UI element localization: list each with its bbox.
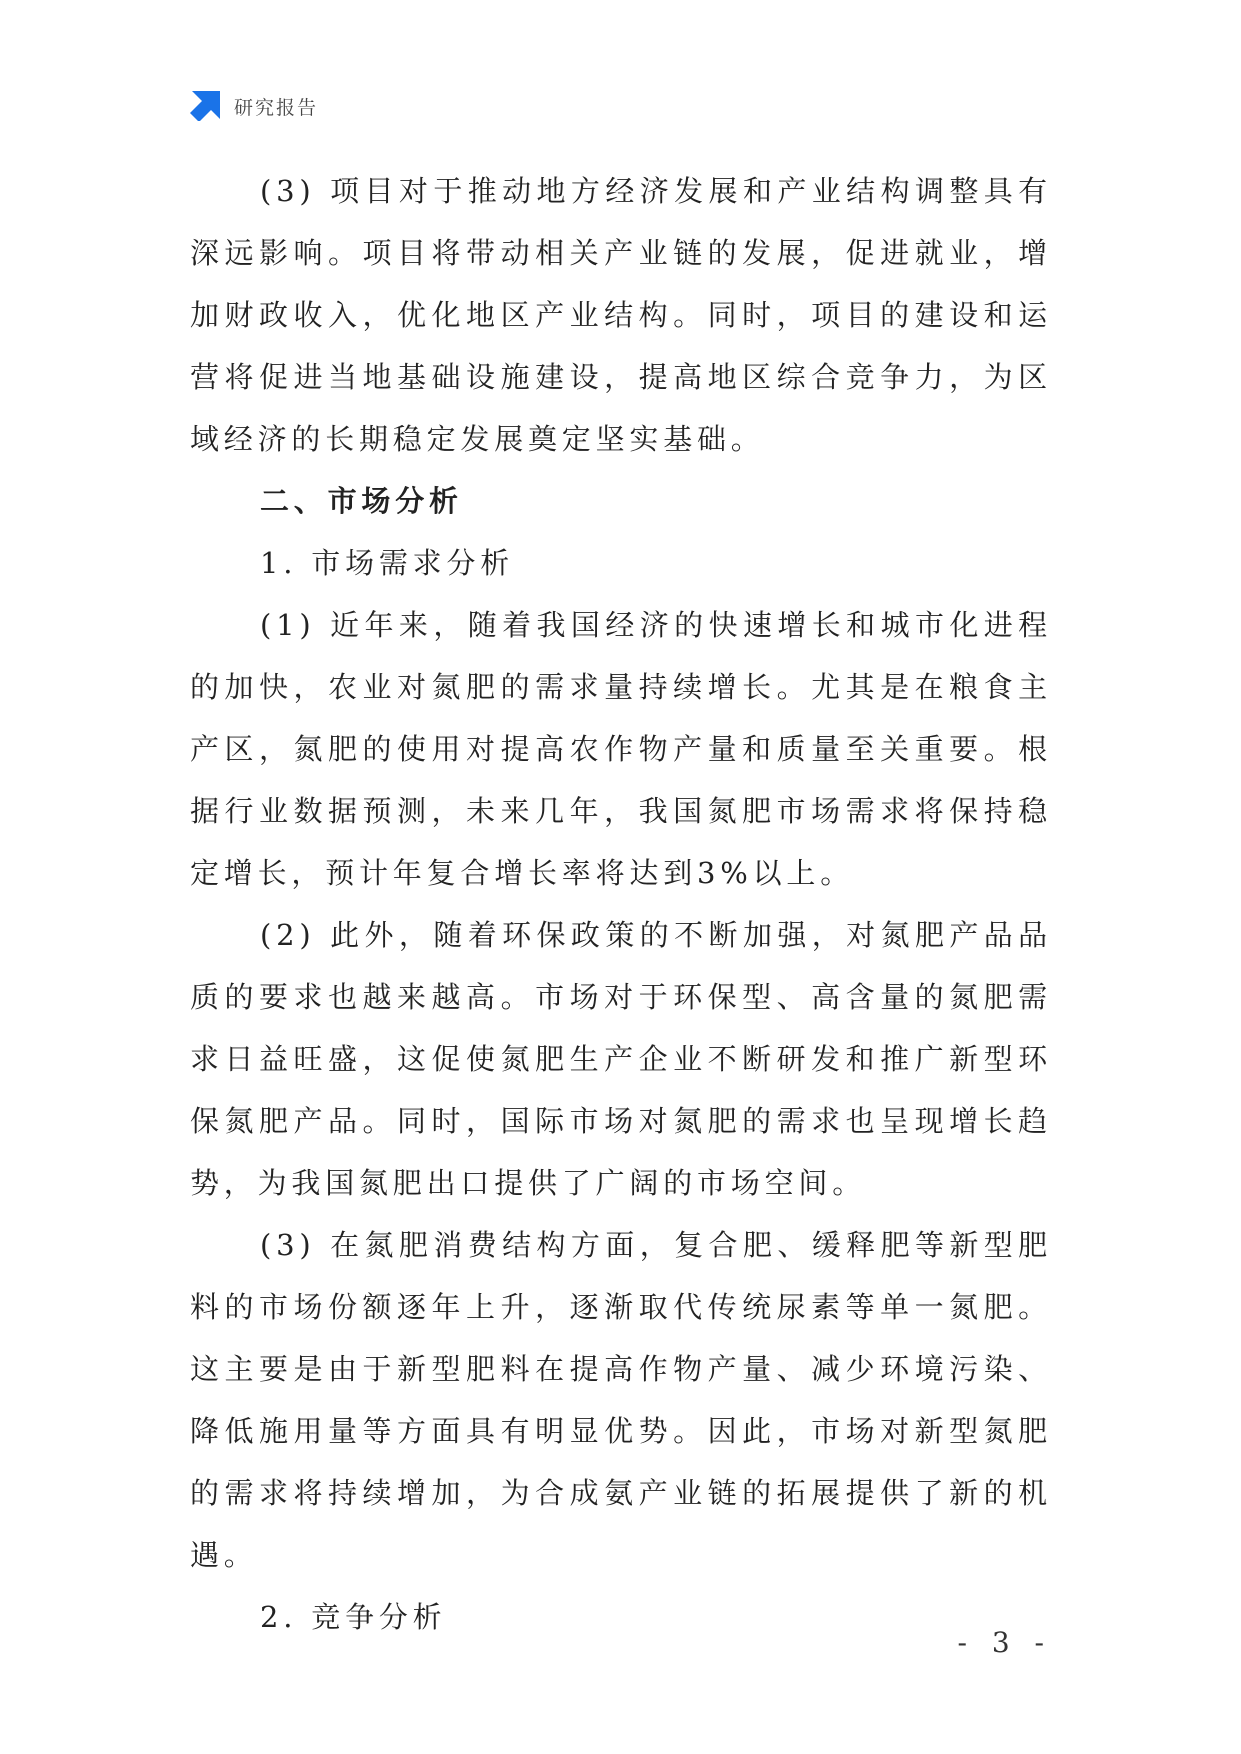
paragraph-demand-3: (3) 在氮肥消费结构方面，复合肥、缓释肥等新型肥料的市场份额逐年上升，逐渐取代传统尿素等单一氮肥。这主要是由于新型肥料在提高作物产量、减少环境污染、降低施用量等方面具有明显优势。因此，市场对新型氮肥的需求将持续增加，为合成氨产业链的拓展提供了新的机遇。 <box>190 1228 1052 1572</box>
paragraph-demand-2: (2) 此外，随着环保政策的不断加强，对氮肥产品品质的要求也越来越高。市场对于环保型、高含量的氮肥需求日益旺盛，这促使氮肥生产企业不断研发和推广新型环保氮肥产品。同时，国际市场对氮肥的需求也呈现增长趋势，为我国氮肥出口提供了广阔的市场空间。 <box>190 918 1052 1200</box>
paragraph-project-impact: (3) 项目对于推动地方经济发展和产业结构调整具有深远影响。项目将带动相关产业链的发展，促进就业，增加财政收入，优化地区产业结构。同时，项目的建设和运营将促进当地基础设施建设，提高地区综合竞争力，为区域经济的长期稳定发展奠定坚实基础。 <box>190 174 1052 456</box>
document-body <box>190 160 1052 1648</box>
subheading-competition: 2. 竞争分析 <box>260 1600 447 1634</box>
paragraph-demand-1: (1) 近年来，随着我国经济的快速增长和城市化进程的加快，农业对氮肥的需求量持续增长。尤其是在粮食主产区，氮肥的使用对提高农作物产量和质量至关重要。根据行业数据预测，未来几年，我国氮肥市场需求将保持稳定增长，预计年复合增长率将达到3%以上。 <box>190 608 1052 890</box>
section-heading-market-analysis: 二、市场分析 <box>260 484 463 518</box>
page-number: - 3 - <box>957 1626 1052 1659</box>
subheading-market-demand: 1. 市场需求分析 <box>260 546 515 580</box>
header-title: 研究报告 <box>234 96 319 119</box>
diagonal-arrow-icon <box>190 91 220 121</box>
report-header <box>190 90 318 122</box>
